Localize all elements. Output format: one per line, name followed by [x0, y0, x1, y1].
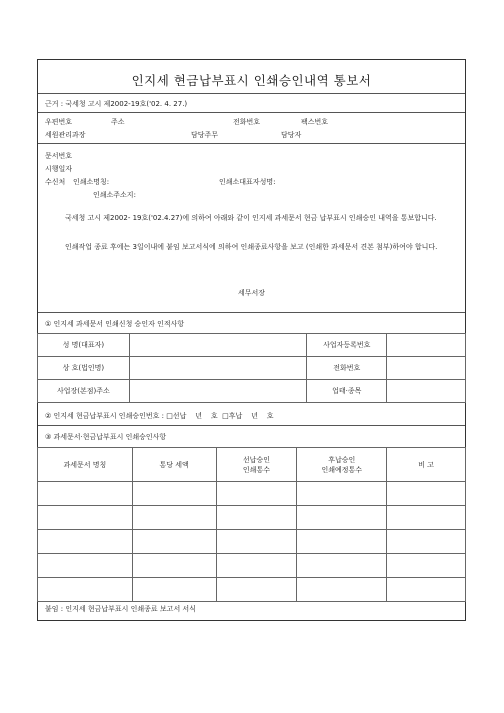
- cell[interactable]: [297, 530, 387, 554]
- address-label: 주소: [111, 118, 125, 126]
- attachment-note: 붙임 : 인지세 현금납부표시 인쇄종료 보고서 서식: [45, 605, 196, 613]
- section3-heading: ③ 과세문서·현금납부표시 인쇄승인사항: [45, 433, 167, 441]
- cell[interactable]: [132, 554, 216, 578]
- row-label: 상 호(법인명): [38, 357, 130, 380]
- divider: [38, 112, 465, 113]
- row-label: 사업장(본점)주소: [38, 380, 130, 403]
- cell[interactable]: [38, 482, 133, 506]
- table-row: [38, 357, 466, 380]
- row-label: 전화번호: [307, 357, 387, 380]
- cell[interactable]: [387, 482, 466, 506]
- cell[interactable]: [132, 506, 216, 530]
- cell[interactable]: [297, 506, 387, 530]
- doc-no-label: 문서번호: [45, 152, 73, 160]
- dept-label: 세원관리과장: [45, 131, 86, 139]
- cell[interactable]: [297, 554, 387, 578]
- name-value-cell[interactable]: [129, 334, 307, 357]
- cell[interactable]: [387, 578, 466, 602]
- company-value-cell[interactable]: [129, 357, 307, 380]
- cell[interactable]: [132, 578, 216, 602]
- table-row: [38, 554, 466, 578]
- row-label: 사업자등록번호: [307, 334, 387, 357]
- cell[interactable]: [216, 482, 297, 506]
- table-row: [38, 334, 466, 357]
- col-header: 비 고: [387, 448, 466, 482]
- basis-text: 근거 : 국세청 고시 제2002-19호('02. 4. 27.): [45, 100, 188, 108]
- cell[interactable]: [297, 578, 387, 602]
- cell[interactable]: [216, 506, 297, 530]
- cell[interactable]: [216, 578, 297, 602]
- cell[interactable]: [132, 530, 216, 554]
- cell[interactable]: [132, 482, 216, 506]
- cell[interactable]: [38, 578, 133, 602]
- staff-label: 담당자: [281, 131, 302, 139]
- printer-addr-label: 인쇄소주소지:: [93, 191, 136, 199]
- cell[interactable]: [38, 506, 133, 530]
- form-frame: [37, 59, 466, 621]
- divider: [38, 93, 465, 94]
- section2-heading: ② 인지세 현금납부표시 인쇄승인번호 : □선납 년 호 □후납 년 호: [45, 412, 274, 420]
- form-title: 인지세 현금납부표시 인쇄승인내역 통보서: [131, 73, 372, 88]
- divider: [38, 425, 465, 426]
- fax-label: 팩스번호: [301, 118, 329, 126]
- col-header: 과세문서 명칭: [38, 448, 133, 482]
- printer-rep-label: 인쇄소대표자성명:: [219, 178, 276, 186]
- cell[interactable]: [297, 482, 387, 506]
- business-reg-value-cell[interactable]: [387, 334, 466, 357]
- table-row: [38, 506, 466, 530]
- row-label: 업태·종목: [307, 380, 387, 403]
- phone-label: 전화번호: [233, 118, 261, 126]
- cell[interactable]: [387, 530, 466, 554]
- notice-paragraph-1: 국세청 고시 제2002- 19호('02.4.27)에 의하여 아래와 같이 인지세 과세문서 현금 납부표시 인쇄승인 내역을 통보합니다.: [65, 214, 437, 222]
- divider: [38, 143, 465, 144]
- officer-label: 담당주무: [191, 131, 219, 139]
- row-label: 성 명(대표자): [38, 334, 130, 357]
- table-header-row: [38, 448, 466, 482]
- table-row: [38, 482, 466, 506]
- notice-paragraph-2: 인쇄작업 종료 후에는 3일이내에 붙임 보고서식에 의하여 인쇄종료사항을 보고 (인쇄한 과세문서 견본 첨부)하여야 합니다.: [65, 243, 438, 251]
- col-header: 선납승인 인쇄통수: [216, 448, 297, 482]
- cell[interactable]: [216, 554, 297, 578]
- table-row: [38, 530, 466, 554]
- col-header: 후납승인 인쇄예정통수: [297, 448, 387, 482]
- cell[interactable]: [387, 506, 466, 530]
- col-header: 통당 세액: [132, 448, 216, 482]
- divider: [38, 312, 465, 313]
- postal-code-label: 우편번호: [45, 118, 73, 126]
- phone-value-cell[interactable]: [387, 357, 466, 380]
- applicant-table: [37, 333, 466, 403]
- cell[interactable]: [38, 554, 133, 578]
- approval-table: [37, 447, 466, 602]
- table-row: [38, 578, 466, 602]
- to-label: 수신처: [45, 178, 66, 186]
- printer-name-label: 인쇄소명칭:: [73, 178, 110, 186]
- date-label: 시행일자: [45, 165, 73, 173]
- address-value-cell[interactable]: [129, 380, 307, 403]
- cell[interactable]: [38, 530, 133, 554]
- business-type-value-cell[interactable]: [387, 380, 466, 403]
- cell[interactable]: [387, 554, 466, 578]
- signature: 세무서장: [237, 289, 266, 297]
- table-row: [38, 380, 466, 403]
- section1-heading: ① 인지세 과세문서 인쇄신청 승인자 인적사항: [45, 320, 185, 328]
- cell[interactable]: [216, 530, 297, 554]
